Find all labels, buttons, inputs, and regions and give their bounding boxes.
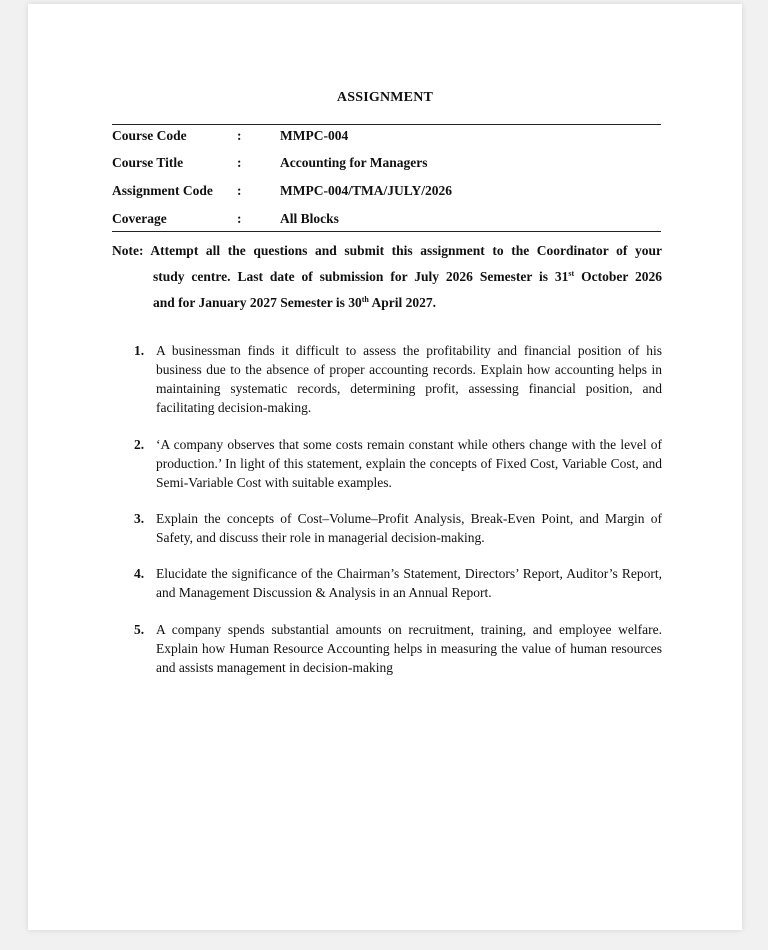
question-text: Elucidate the significance of the Chairman’s Statement, Directors’ Report, Auditor’s Report, and Management Discussion & Analysis in an Annual Report.: [156, 566, 662, 600]
note-text: April 2027.: [368, 295, 437, 310]
meta-row-coverage: [112, 211, 661, 231]
note-superscript: th: [361, 295, 369, 304]
meta-row-assignment-code: [112, 183, 661, 203]
question-text: ‘A company observes that some costs remain constant while others change with the level of production.’ In light of this statement, explain the concepts of Fixed Cost, Variable Cost, and Semi-Variable Cost with suitable examples.: [156, 437, 662, 490]
meta-colon: :: [237, 155, 242, 170]
note-text: October 2026: [574, 269, 662, 284]
meta-row-course-title: [112, 155, 661, 175]
question-number: 2.: [134, 437, 145, 452]
meta-label: Coverage: [112, 211, 167, 226]
submission-note: [112, 238, 662, 316]
note-line: [112, 264, 662, 290]
note-text: study centre. Last date of submission for July 2026 Semester is 31: [153, 269, 569, 284]
note-superscript: st: [568, 269, 575, 278]
question-number: 3.: [134, 511, 145, 526]
meta-value: MMPC-004: [280, 128, 349, 143]
table-top-rule: [112, 124, 661, 125]
question-number: 1.: [134, 343, 145, 358]
table-bottom-rule: [112, 231, 661, 232]
meta-value: MMPC-004/TMA/JULY/2026: [280, 183, 452, 198]
question-text: A businessman finds it difficult to assess the profitability and financial position of his business due to the absence of proper accounting records. Explain how accounting helps in maintaining systematic records, determining profit, assessing financial position, and facilitating decision-making.: [156, 343, 662, 415]
meta-label: Course Code: [112, 128, 187, 143]
question-number: 5.: [134, 622, 145, 637]
meta-label: Assignment Code: [112, 183, 213, 198]
question-number: 4.: [134, 566, 145, 581]
note-line: Note: Attempt all the questions and submit this assignment to the Coordinator of your: [112, 243, 662, 258]
meta-value: Accounting for Managers: [280, 155, 428, 170]
document-page: [28, 4, 742, 930]
question-text: Explain the concepts of Cost–Volume–Profit Analysis, Break-Even Point, and Margin of Safety, and discuss their role in managerial decision-making.: [156, 511, 662, 545]
meta-colon: :: [237, 128, 242, 143]
note-line: [112, 290, 662, 316]
meta-value: All Blocks: [280, 211, 339, 226]
note-text: and for January 2027 Semester is 30: [153, 295, 362, 310]
meta-label: Course Title: [112, 155, 184, 170]
meta-colon: :: [237, 211, 242, 226]
meta-row-course-code: [112, 128, 661, 148]
meta-colon: :: [237, 183, 242, 198]
document-title: ASSIGNMENT: [336, 90, 434, 105]
question-text: A company spends substantial amounts on recruitment, training, and employee welfare. Explain how Human Resource Accounting helps in measuring the value of human resources and assists management in decision-making: [156, 622, 662, 675]
